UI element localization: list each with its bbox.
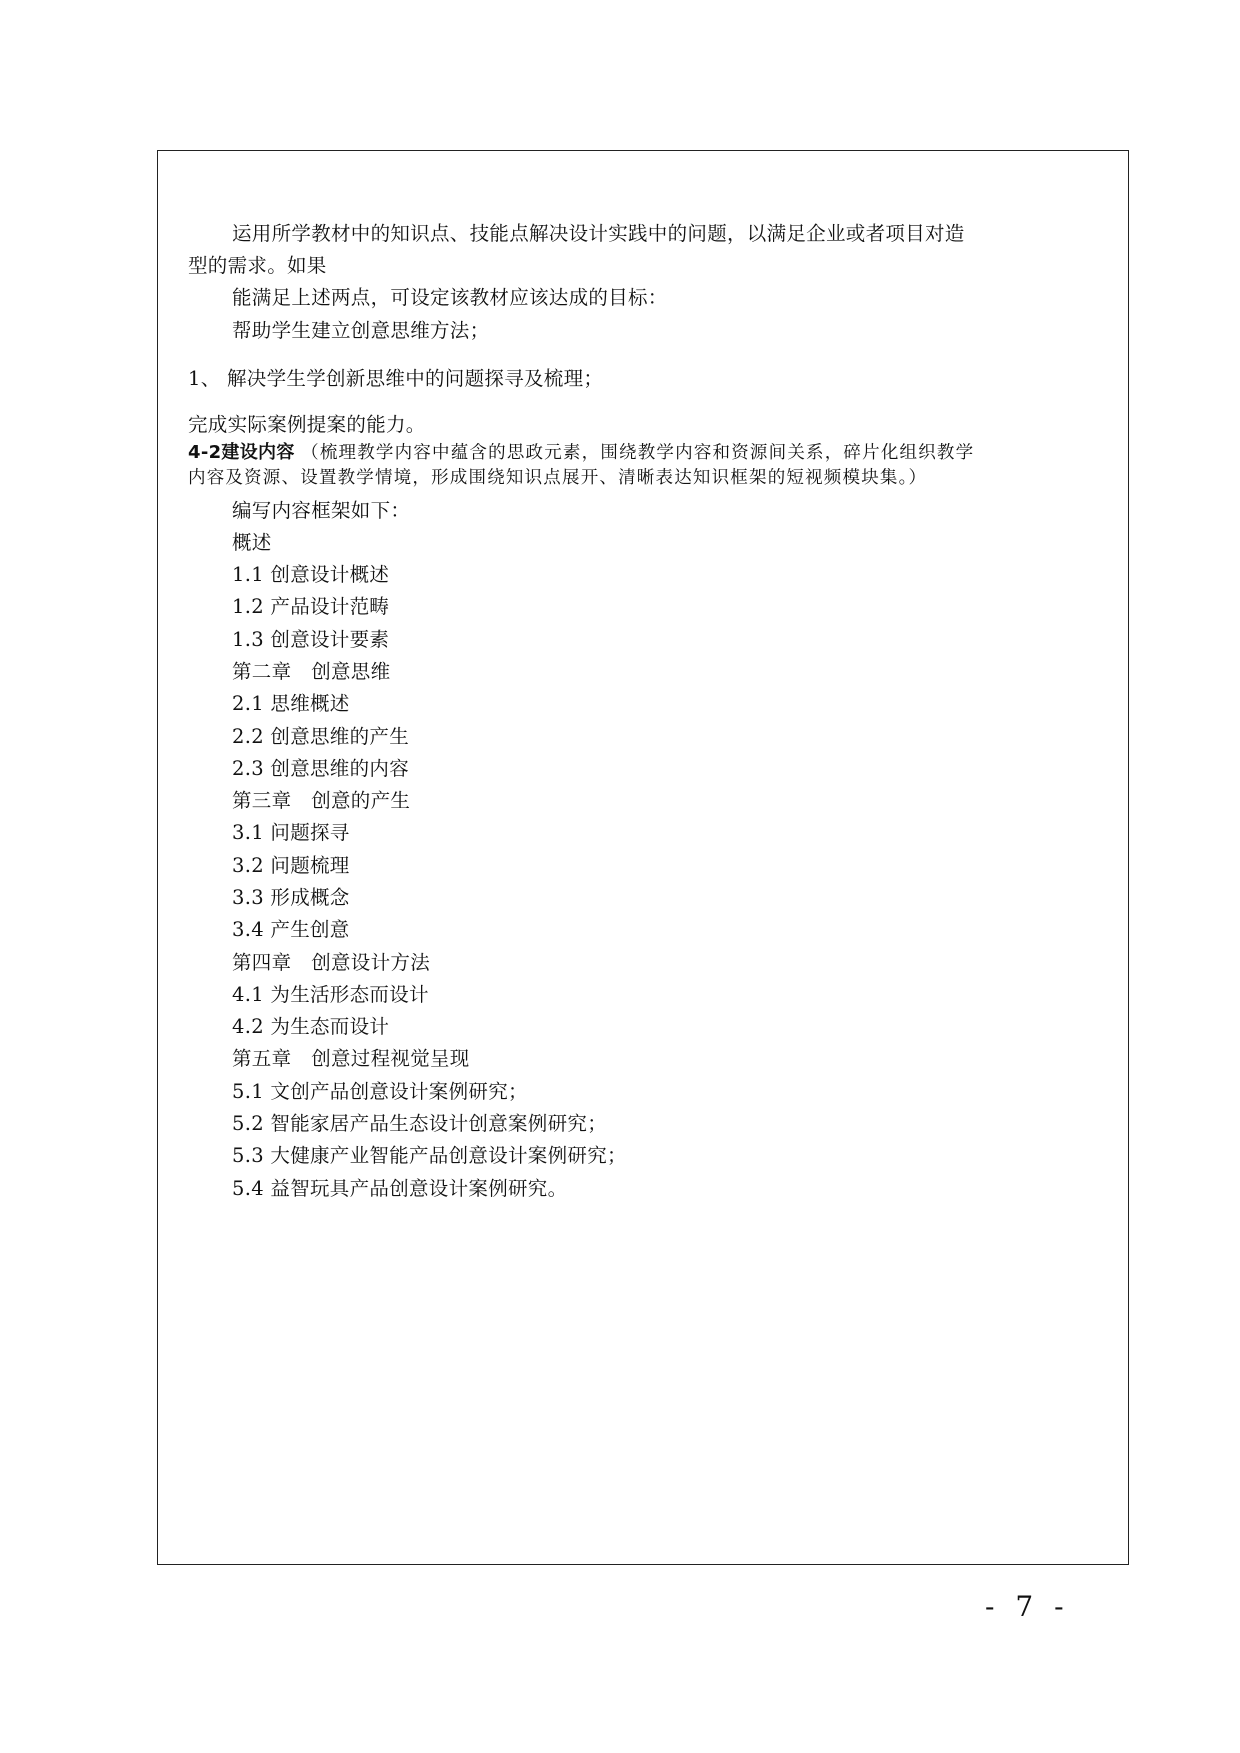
section-note-line-1: （梳理教学内容中蕴含的思政元素，围绕教学内容和资源间关系，碎片化组织教学 bbox=[301, 443, 975, 463]
outline-item: 5.2 智能家居产品生态设计创意案例研究； bbox=[232, 1112, 608, 1135]
outline-item: 5.3 大健康产业智能产品创意设计案例研究； bbox=[232, 1144, 627, 1167]
section-heading bbox=[188, 439, 974, 466]
paragraph-1: 运用所学教材中的知识点、技能点解决设计实践中的问题，以满足企业或者项目对造 bbox=[232, 222, 965, 245]
outline-item: 3.4 产生创意 bbox=[232, 918, 350, 941]
paragraph-4: 1、 解决学生学创新思维中的问题探寻及梳理； bbox=[188, 367, 604, 390]
paragraph-1-continuation: 型的需求。如果 bbox=[188, 254, 327, 277]
outline-item: 5.4 益智玩具产品创意设计案例研究。 bbox=[232, 1177, 568, 1200]
outline-chapter: 第五章 创意过程视觉呈现 bbox=[232, 1047, 470, 1070]
section-title: 建设内容 bbox=[221, 442, 295, 463]
outline-item: 4.2 为生态而设计 bbox=[232, 1015, 390, 1038]
outline-item: 3.2 问题梳理 bbox=[232, 854, 350, 877]
outline-item: 2.2 创意思维的产生 bbox=[232, 725, 410, 748]
section-number: 4-2 bbox=[188, 442, 222, 463]
outline-item: 1.1 创意设计概述 bbox=[232, 563, 390, 586]
outline-item: 4.1 为生活形态而设计 bbox=[232, 983, 429, 1006]
paragraph-3: 帮助学生建立创意思维方法； bbox=[232, 319, 490, 342]
outline-item: 3.3 形成概念 bbox=[232, 886, 350, 909]
outline-item: 2.3 创意思维的内容 bbox=[232, 757, 410, 780]
paragraph-2: 能满足上述两点，可设定该教材应该达成的目标： bbox=[232, 286, 668, 309]
outline-item: 3.1 问题探寻 bbox=[232, 821, 350, 844]
paragraph-5: 完成实际案例提案的能力。 bbox=[188, 413, 426, 436]
outline-item: 1.2 产品设计范畴 bbox=[232, 595, 390, 618]
outline-intro: 编写内容框架如下： bbox=[232, 499, 411, 522]
outline-item: 概述 bbox=[232, 531, 272, 554]
page-number: - 7 - bbox=[985, 1590, 1070, 1623]
outline-chapter: 第四章 创意设计方法 bbox=[232, 951, 431, 974]
outline-item: 1.3 创意设计要素 bbox=[232, 628, 390, 651]
outline-chapter: 第三章 创意的产生 bbox=[232, 789, 411, 812]
outline-item: 2.1 思维概述 bbox=[232, 692, 350, 715]
section-note-line-2: 内容及资源、设置教学情境，形成围绕知识点展开、清晰表达知识框架的短视频模块集。） bbox=[188, 468, 928, 488]
outline-item: 5.1 文创产品创意设计案例研究； bbox=[232, 1080, 528, 1103]
outline-chapter: 第二章 创意思维 bbox=[232, 660, 391, 683]
